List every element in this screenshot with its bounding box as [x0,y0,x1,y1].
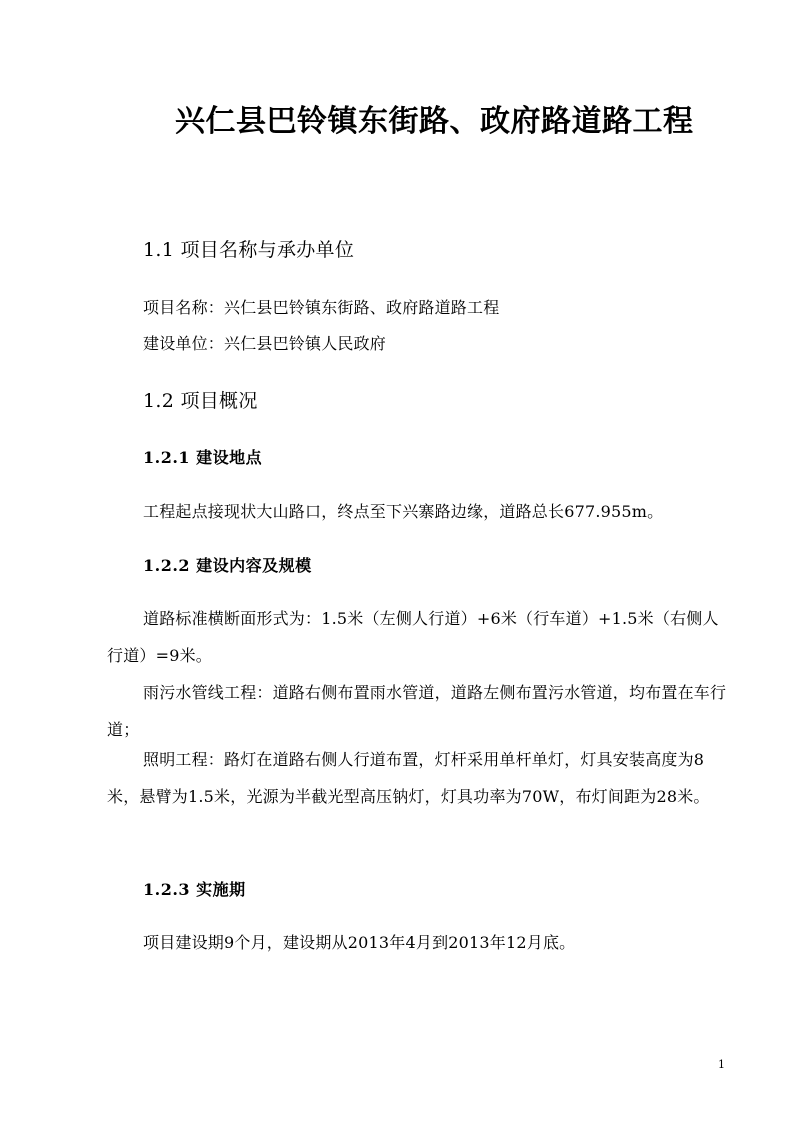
builder-line: 建设单位：兴仁县巴铃镇人民政府 [143,334,387,353]
section-1-2-3-heading: 1.2.3 实施期 [143,880,246,899]
cross-section-paragraph: 道路标准横断面形式为：1.5米（左侧人行道）+6米（行车道）+1.5米（右侧人行道）=9米。 [107,609,719,665]
lighting-paragraph: 照明工程：路灯在道路右侧人行道布置，灯杆采用单杆单灯，灯具安装高度为8米，悬臂为1.5米，光源为半截光型高压钠灯，灯具功率为70W，布灯间距为28米。 [107,750,710,806]
project-name-line: 项目名称：兴仁县巴铃镇东街路、政府路道路工程 [143,298,500,317]
pipeline-paragraph: 雨污水管线工程：道路右侧布置雨水管道，道路左侧布置污水管道，均布置在车行道； [107,683,727,739]
location-text: 工程起点接现状大山路口，终点至下兴寨路边缘，道路总长677.955m。 [143,502,664,521]
schedule-text: 项目建设期9个月，建设期从2013年4月到2013年12月底。 [143,933,576,952]
section-1-2-2-heading: 1.2.2 建设内容及规模 [143,556,312,575]
section-1-2-1-heading: 1.2.1 建设地点 [143,448,263,467]
page-number: 1 [718,1058,725,1071]
section-1-1-heading: 1.1 项目名称与承办单位 [143,239,355,261]
document-title: 兴仁县巴铃镇东街路、政府路道路工程 [175,104,694,139]
section-1-2-heading: 1.2 项目概况 [143,390,258,412]
